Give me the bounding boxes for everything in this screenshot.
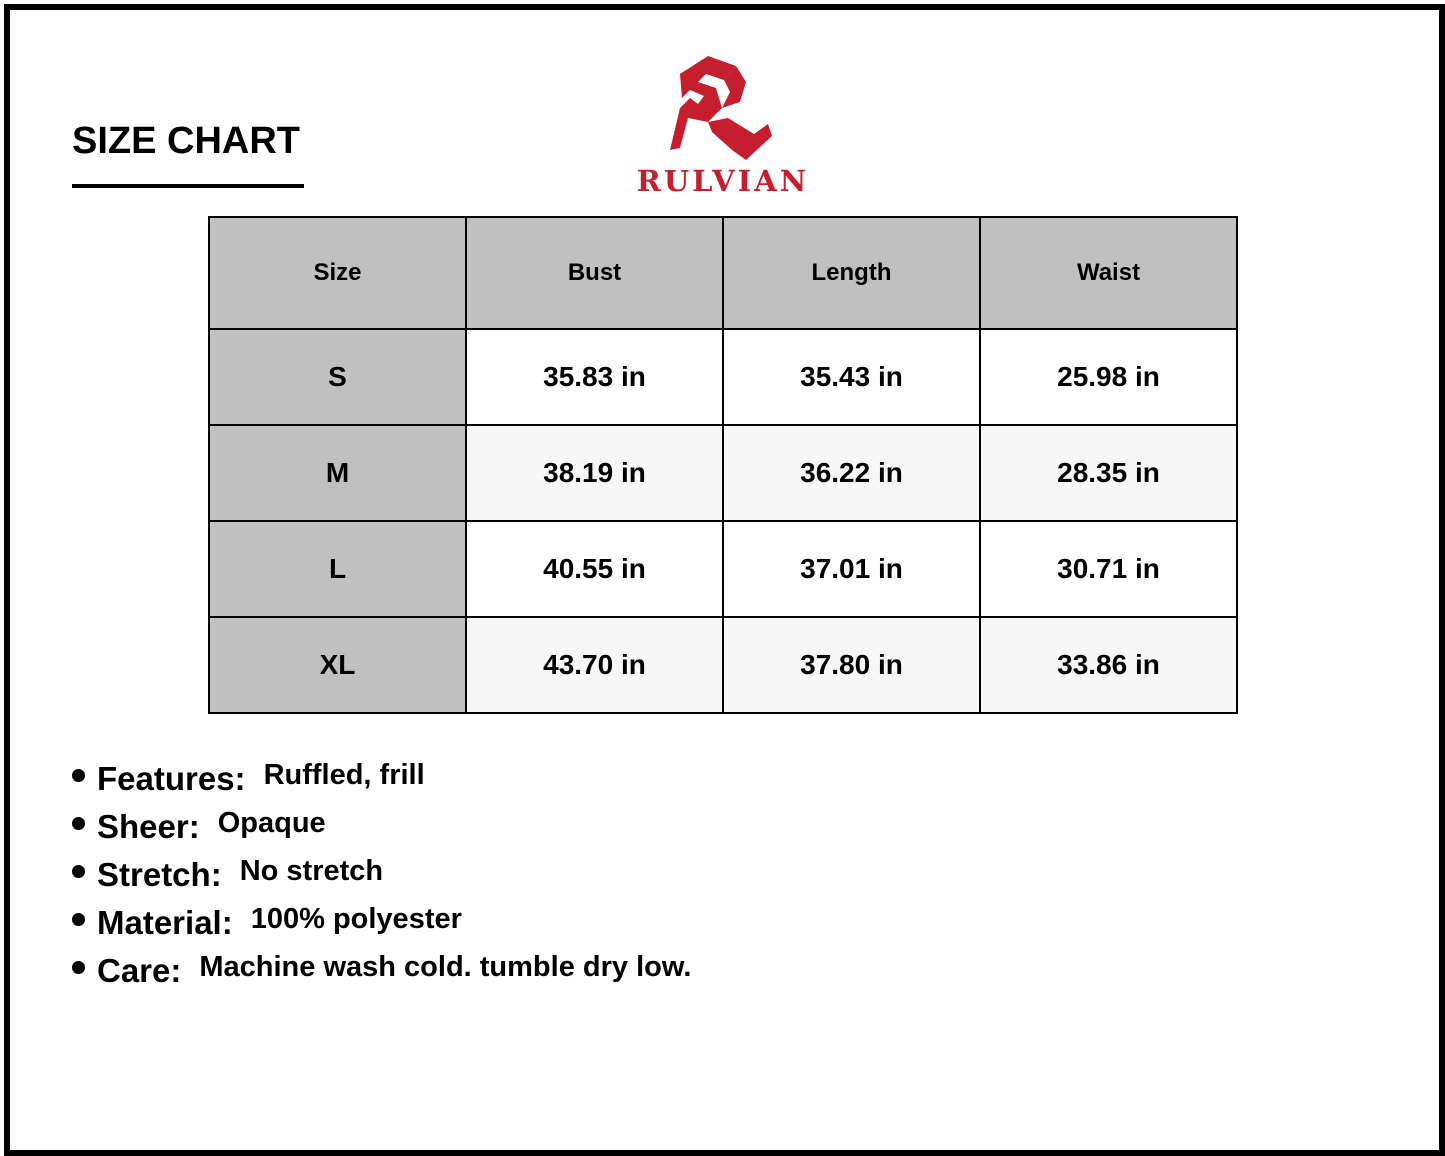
table-row [209,521,1237,617]
table-row [209,617,1237,713]
bullet-icon [72,769,85,782]
feature-value: Ruffled, frill [263,758,425,791]
table-row [209,425,1237,521]
waist-cell: 30.71 in [980,521,1237,617]
size-table [208,216,1238,714]
bullet-icon [72,865,85,878]
waist-cell: 33.86 in [980,617,1237,713]
brand-logo [628,52,818,202]
bust-cell: 35.83 in [466,329,723,425]
bust-cell: 38.19 in [466,425,723,521]
column-header-waist: Waist [980,217,1237,329]
features-list [72,752,691,992]
brand-name: RULVIAN [636,164,810,198]
feature-value: Opaque [217,806,326,839]
table-header-row [209,217,1237,329]
feature-value: No stretch [239,854,384,887]
waist-cell: 28.35 in [980,425,1237,521]
bullet-icon [72,817,85,830]
length-cell: 37.01 in [723,521,980,617]
size-cell: S [209,329,466,425]
length-cell: 36.22 in [723,425,980,521]
list-item [72,848,691,896]
title-underline [72,184,304,188]
size-cell: L [209,521,466,617]
size-cell: M [209,425,466,521]
list-item [72,896,691,944]
size-cell: XL [209,617,466,713]
list-item [72,752,691,800]
column-header-size: Size [209,217,466,329]
page-title: SIZE CHART [72,120,300,162]
list-item [72,800,691,848]
feature-label: Material: [97,904,233,941]
bust-cell: 43.70 in [466,617,723,713]
feature-label: Care: [97,952,182,989]
bullet-icon [72,913,85,926]
length-cell: 35.43 in [723,329,980,425]
column-header-bust: Bust [466,217,723,329]
feature-label: Sheer: [97,808,200,845]
stylized-r-logo-icon [628,52,818,162]
bust-cell: 40.55 in [466,521,723,617]
feature-label: Stretch: [97,856,222,893]
bullet-icon [72,961,85,974]
feature-label: Features: [97,760,246,797]
table-row [209,329,1237,425]
feature-value: 100% polyester [250,902,462,935]
feature-value: Machine wash cold. tumble dry low. [199,950,692,983]
title-block [72,118,300,164]
column-header-length: Length [723,217,980,329]
list-item [72,944,691,992]
waist-cell: 25.98 in [980,329,1237,425]
length-cell: 37.80 in [723,617,980,713]
